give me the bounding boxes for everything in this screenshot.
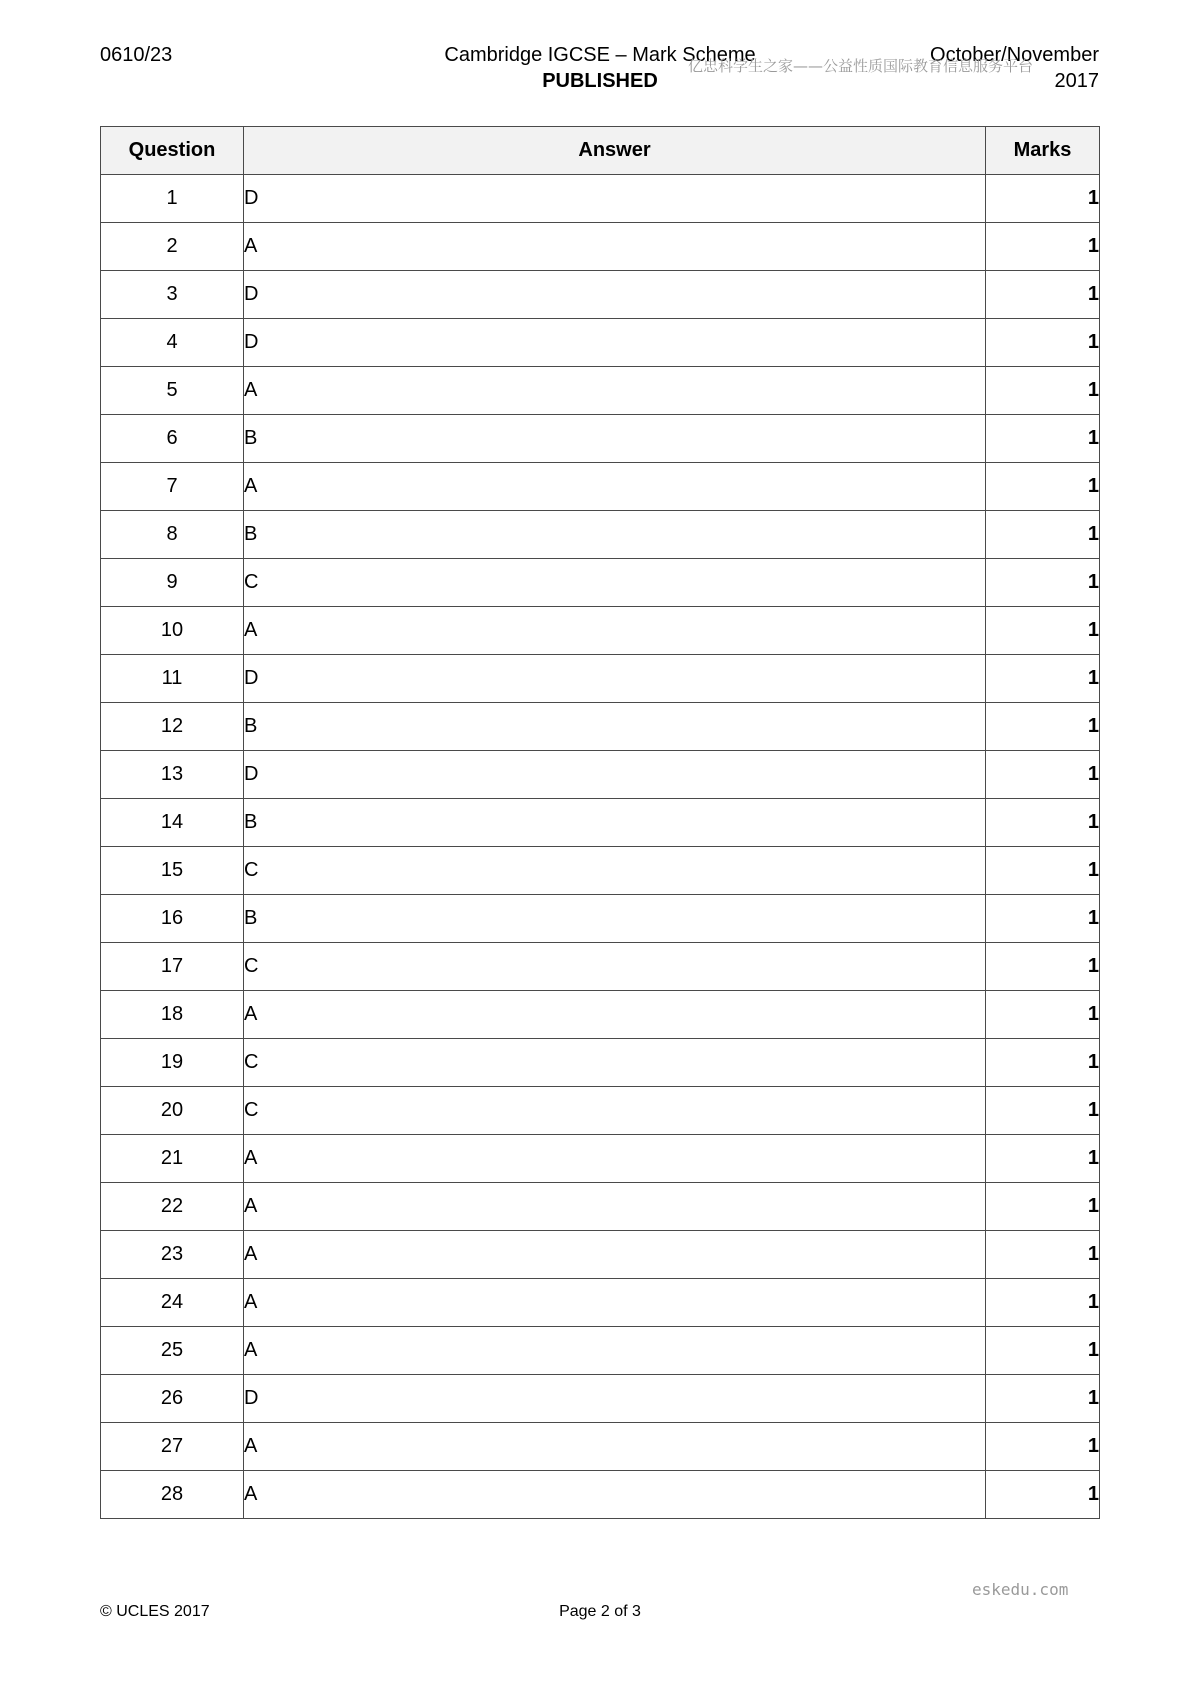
marks-cell: 1 [986, 847, 1100, 895]
table-row [101, 415, 1100, 463]
site-watermark: eskedu.com [972, 1580, 1069, 1599]
answer-cell: A [244, 1183, 986, 1231]
table-row [101, 271, 1100, 319]
marks-cell: 1 [986, 1087, 1100, 1135]
answer-cell: A [244, 1423, 986, 1471]
table-body [101, 175, 1100, 1519]
question-cell: 2 [101, 223, 244, 271]
question-cell: 14 [101, 799, 244, 847]
table-row [101, 1183, 1100, 1231]
marks-cell: 1 [986, 943, 1100, 991]
question-cell: 5 [101, 367, 244, 415]
answer-cell: B [244, 511, 986, 559]
answer-cell: D [244, 175, 986, 223]
answer-cell: D [244, 751, 986, 799]
marks-cell: 1 [986, 559, 1100, 607]
table-row [101, 751, 1100, 799]
answer-cell: A [244, 1327, 986, 1375]
table-row [101, 991, 1100, 1039]
answer-cell: C [244, 943, 986, 991]
question-cell: 24 [101, 1279, 244, 1327]
answer-cell: D [244, 1375, 986, 1423]
table-row [101, 1279, 1100, 1327]
answer-cell: A [244, 991, 986, 1039]
question-cell: 8 [101, 511, 244, 559]
marks-cell: 1 [986, 1135, 1100, 1183]
question-cell: 23 [101, 1231, 244, 1279]
table-row [101, 559, 1100, 607]
marks-cell: 1 [986, 1039, 1100, 1087]
question-cell: 18 [101, 991, 244, 1039]
question-cell: 6 [101, 415, 244, 463]
answer-cell: A [244, 1231, 986, 1279]
table-row [101, 943, 1100, 991]
answer-cell: A [244, 463, 986, 511]
question-cell: 19 [101, 1039, 244, 1087]
question-cell: 4 [101, 319, 244, 367]
marks-cell: 1 [986, 175, 1100, 223]
watermark-text: 亿忠科学生之家——公益性质国际教育信息服务平台 [688, 57, 1034, 75]
answer-cell: B [244, 415, 986, 463]
table-row [101, 1135, 1100, 1183]
question-cell: 20 [101, 1087, 244, 1135]
page-number: Page 2 of 3 [559, 1603, 641, 1620]
marks-cell: 1 [986, 703, 1100, 751]
table-row [101, 175, 1100, 223]
question-cell: 21 [101, 1135, 244, 1183]
answer-cell: A [244, 223, 986, 271]
question-cell: 11 [101, 655, 244, 703]
table-row [101, 1423, 1100, 1471]
answer-cell: D [244, 319, 986, 367]
question-cell: 13 [101, 751, 244, 799]
marks-cell: 1 [986, 1471, 1100, 1519]
question-cell: 10 [101, 607, 244, 655]
table-row [101, 367, 1100, 415]
answer-cell: B [244, 895, 986, 943]
document-title: Cambridge IGCSE – Mark Scheme [444, 44, 756, 66]
question-cell: 22 [101, 1183, 244, 1231]
copyright-notice: © UCLES 2017 [100, 1603, 210, 1620]
answer-cell: A [244, 1135, 986, 1183]
answer-cell: A [244, 1471, 986, 1519]
marks-cell: 1 [986, 367, 1100, 415]
table-row [101, 607, 1100, 655]
mark-scheme-table [100, 126, 1100, 1519]
table-row [101, 799, 1100, 847]
exam-year: 2017 [1054, 70, 1099, 92]
marks-cell: 1 [986, 1279, 1100, 1327]
table-row [101, 1087, 1100, 1135]
question-cell: 27 [101, 1423, 244, 1471]
syllabus-code: 0610/23 [100, 44, 173, 66]
marks-cell: 1 [986, 1183, 1100, 1231]
question-cell: 15 [101, 847, 244, 895]
marks-cell: 1 [986, 751, 1100, 799]
table-row [101, 1039, 1100, 1087]
question-cell: 12 [101, 703, 244, 751]
table-row [101, 1327, 1100, 1375]
answer-cell: C [244, 1087, 986, 1135]
answer-cell: B [244, 703, 986, 751]
table-header-row [101, 127, 1100, 175]
answer-cell: C [244, 1039, 986, 1087]
marks-cell: 1 [986, 223, 1100, 271]
answer-cell: D [244, 271, 986, 319]
answer-cell: A [244, 607, 986, 655]
table-row [101, 1231, 1100, 1279]
table-row [101, 511, 1100, 559]
marks-cell: 1 [986, 1327, 1100, 1375]
status-label: PUBLISHED [542, 70, 658, 92]
table-row [101, 319, 1100, 367]
table-row [101, 1471, 1100, 1519]
table-row [101, 703, 1100, 751]
question-cell: 26 [101, 1375, 244, 1423]
marks-cell: 1 [986, 271, 1100, 319]
marks-cell: 1 [986, 1231, 1100, 1279]
marks-cell: 1 [986, 319, 1100, 367]
question-cell: 7 [101, 463, 244, 511]
marks-cell: 1 [986, 895, 1100, 943]
marks-cell: 1 [986, 511, 1100, 559]
question-cell: 9 [101, 559, 244, 607]
answer-cell: C [244, 559, 986, 607]
answer-cell: B [244, 799, 986, 847]
answer-cell: C [244, 847, 986, 895]
marks-cell: 1 [986, 607, 1100, 655]
marks-cell: 1 [986, 415, 1100, 463]
table-row [101, 655, 1100, 703]
column-header-marks: Marks [986, 127, 1100, 175]
answer-cell: D [244, 655, 986, 703]
table-row [101, 1375, 1100, 1423]
table-row [101, 895, 1100, 943]
question-cell: 17 [101, 943, 244, 991]
marks-cell: 1 [986, 799, 1100, 847]
question-cell: 28 [101, 1471, 244, 1519]
table-row [101, 847, 1100, 895]
column-header-question: Question [101, 127, 244, 175]
table-row [101, 223, 1100, 271]
answer-cell: A [244, 367, 986, 415]
marks-cell: 1 [986, 655, 1100, 703]
question-cell: 3 [101, 271, 244, 319]
marks-cell: 1 [986, 1375, 1100, 1423]
question-cell: 1 [101, 175, 244, 223]
marks-cell: 1 [986, 1423, 1100, 1471]
exam-session: October/November [930, 44, 1099, 66]
answer-cell: A [244, 1279, 986, 1327]
marks-cell: 1 [986, 463, 1100, 511]
marks-cell: 1 [986, 991, 1100, 1039]
table-row [101, 463, 1100, 511]
question-cell: 16 [101, 895, 244, 943]
column-header-answer: Answer [244, 127, 986, 175]
question-cell: 25 [101, 1327, 244, 1375]
